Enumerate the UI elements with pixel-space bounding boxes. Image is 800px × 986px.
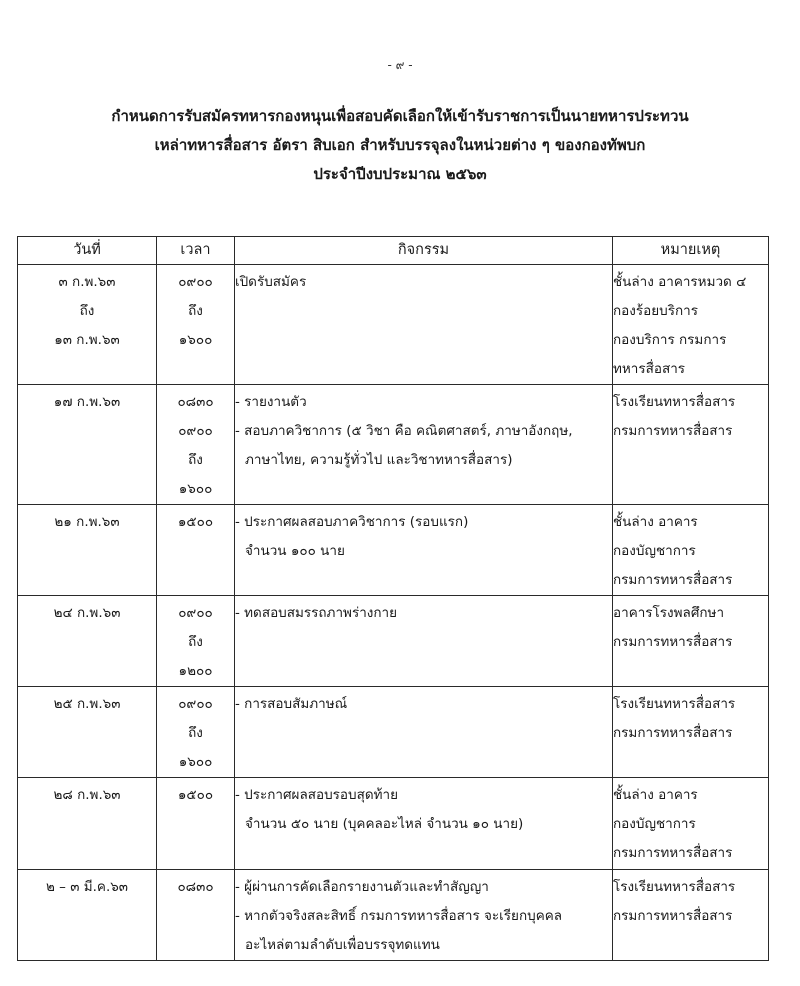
remark-line: กรมการทหารสื่อสาร [613,423,733,439]
time-line: ถึง [188,452,203,468]
remark-line: กรมการทหารสื่อสาร [613,634,733,650]
remark-cell [613,870,769,961]
time-line: ๐๙๐๐ [178,696,213,712]
remark-line: ชั้นล่าง อาคารหมวด ๔ [613,274,747,290]
remark-line: กรมการทหารสื่อสาร [613,725,733,741]
header-date: วันที่ [18,237,157,265]
remark-cell [613,265,769,385]
remark-line: กรมการทหารสื่อสาร [613,845,733,861]
activity-cell [235,505,613,596]
activity-cell [235,870,613,961]
time-line: ถึง [188,725,203,741]
date-cell [18,505,157,596]
time-line: ๑๖๐๐ [178,754,213,770]
header-remark: หมายเหตุ [613,237,769,265]
time-cell [157,687,235,778]
activity-line: - หากตัวจริงสละสิทธิ์ กรมการทหารสื่อสาร จะเรียกบุคคล [235,908,563,924]
date-line: ถึง [79,303,95,319]
title-line-3: ประจำปีงบประมาณ ๒๕๖๓ [313,165,487,183]
time-line: ๑๒๐๐ [178,663,213,679]
time-cell [157,596,235,687]
time-line: ถึง [188,634,203,650]
table-row [18,505,769,596]
activity-line: - ผู้ผ่านการคัดเลือกรายงานตัวและทำสัญญา [235,879,489,895]
remark-cell [613,596,769,687]
remark-line: ชั้นล่าง อาคาร [613,787,698,803]
time-line: ๐๘๓๐ [177,394,214,410]
date-line: ๒๑ ก.พ.๖๓ [54,514,120,530]
activity-line: - ทดสอบสมรรถภาพร่างกาย [235,605,398,621]
date-line: ๒๔ ก.พ.๖๓ [53,605,121,621]
remark-line: กองบัญชาการ [613,816,696,832]
table-row [18,385,769,505]
date-cell [18,870,157,961]
title-line-1: กำหนดการรับสมัครทหารกองหนุนเพื่อสอบคัดเลือกให้เข้ารับราชการเป็นนายทหารประทวน [111,107,689,125]
table-row [18,870,769,961]
activity-line: จำนวน ๑๐๐ นาย [245,543,345,559]
date-line: ๒ – ๓ มี.ค.๖๓ [45,879,129,895]
remark-cell [613,385,769,505]
date-line: ๑๓ ก.พ.๖๓ [54,332,120,348]
date-line: ๑๗ ก.พ.๖๓ [53,394,121,410]
schedule-table [17,236,769,961]
activity-line: จำนวน ๕๐ นาย (บุคคลอะไหล่ จำนวน ๑๐ นาย) [245,816,524,832]
table-row [18,596,769,687]
remark-line: ทหารสื่อสาร [613,361,686,377]
remark-cell [613,778,769,870]
time-line: ๑๕๐๐ [177,787,214,803]
remark-line: ชั้นล่าง อาคาร [613,514,698,530]
remark-line: กรมการทหารสื่อสาร [613,908,733,924]
date-line: ๒๘ ก.พ.๖๓ [53,787,121,803]
activity-line: เปิดรับสมัคร [235,274,307,290]
activity-cell [235,265,613,385]
remark-line: อาคารโรงพลศึกษา [613,605,725,621]
date-line: ๓ ก.พ.๖๓ [58,274,116,290]
activity-line: - ประกาศผลสอบรอบสุดท้าย [235,787,398,803]
table-row [18,265,769,385]
time-line: ถึง [188,303,203,319]
remark-cell [613,687,769,778]
date-cell [18,687,157,778]
activity-line: - รายงานตัว [235,394,307,410]
time-line: ๑๖๐๐ [178,481,213,497]
table-header-row [18,237,769,265]
page-number: - ๙ - [387,58,413,72]
header-activity: กิจกรรม [235,237,613,265]
time-cell [157,778,235,870]
time-line: ๑๖๐๐ [178,332,213,348]
date-cell [18,265,157,385]
time-line: ๑๕๐๐ [177,514,214,530]
remark-line: กองร้อยบริการ [613,303,698,319]
remark-line: กองบริการ กรมการ [613,332,727,348]
activity-cell [235,687,613,778]
time-line: ๐๙๐๐ [178,605,213,621]
activity-line: อะไหล่ตามลำดับเพื่อบรรจุทดแทน [245,937,440,953]
remark-line: กรมการทหารสื่อสาร [613,572,733,588]
activity-cell [235,596,613,687]
activity-cell [235,385,613,505]
remark-cell [613,505,769,596]
activity-cell [235,778,613,870]
remark-line: โรงเรียนทหารสื่อสาร [613,879,736,895]
date-cell [18,385,157,505]
table-row [18,687,769,778]
time-line: ๐๙๐๐ [178,274,213,290]
date-line: ๒๕ ก.พ.๖๓ [53,696,121,712]
activity-line: - สอบภาควิชาการ (๕ วิชา คือ คณิตศาสตร์, ภาษาอังกฤษ, [235,423,573,439]
document-title [0,102,800,189]
time-cell [157,385,235,505]
header-time: เวลา [157,237,235,265]
activity-line: ภาษาไทย, ความรู้ทั่วไป และวิชาทหารสื่อสาร) [245,452,513,468]
date-cell [18,596,157,687]
activity-line: - ประกาศผลสอบภาควิชาการ (รอบแรก) [235,514,469,530]
remark-line: โรงเรียนทหารสื่อสาร [613,394,736,410]
time-cell [157,870,235,961]
time-cell [157,265,235,385]
date-cell [18,778,157,870]
time-line: ๐๙๐๐ [178,423,213,439]
time-cell [157,505,235,596]
activity-line: - การสอบสัมภาษณ์ [235,696,348,712]
time-line: ๐๘๓๐ [177,879,214,895]
title-line-2: เหล่าทหารสื่อสาร อัตรา สิบเอก สำหรับบรรจุลงในหน่วยต่าง ๆ ของกองทัพบก [154,136,646,154]
remark-line: กองบัญชาการ [613,543,696,559]
table-row [18,778,769,870]
remark-line: โรงเรียนทหารสื่อสาร [613,696,736,712]
